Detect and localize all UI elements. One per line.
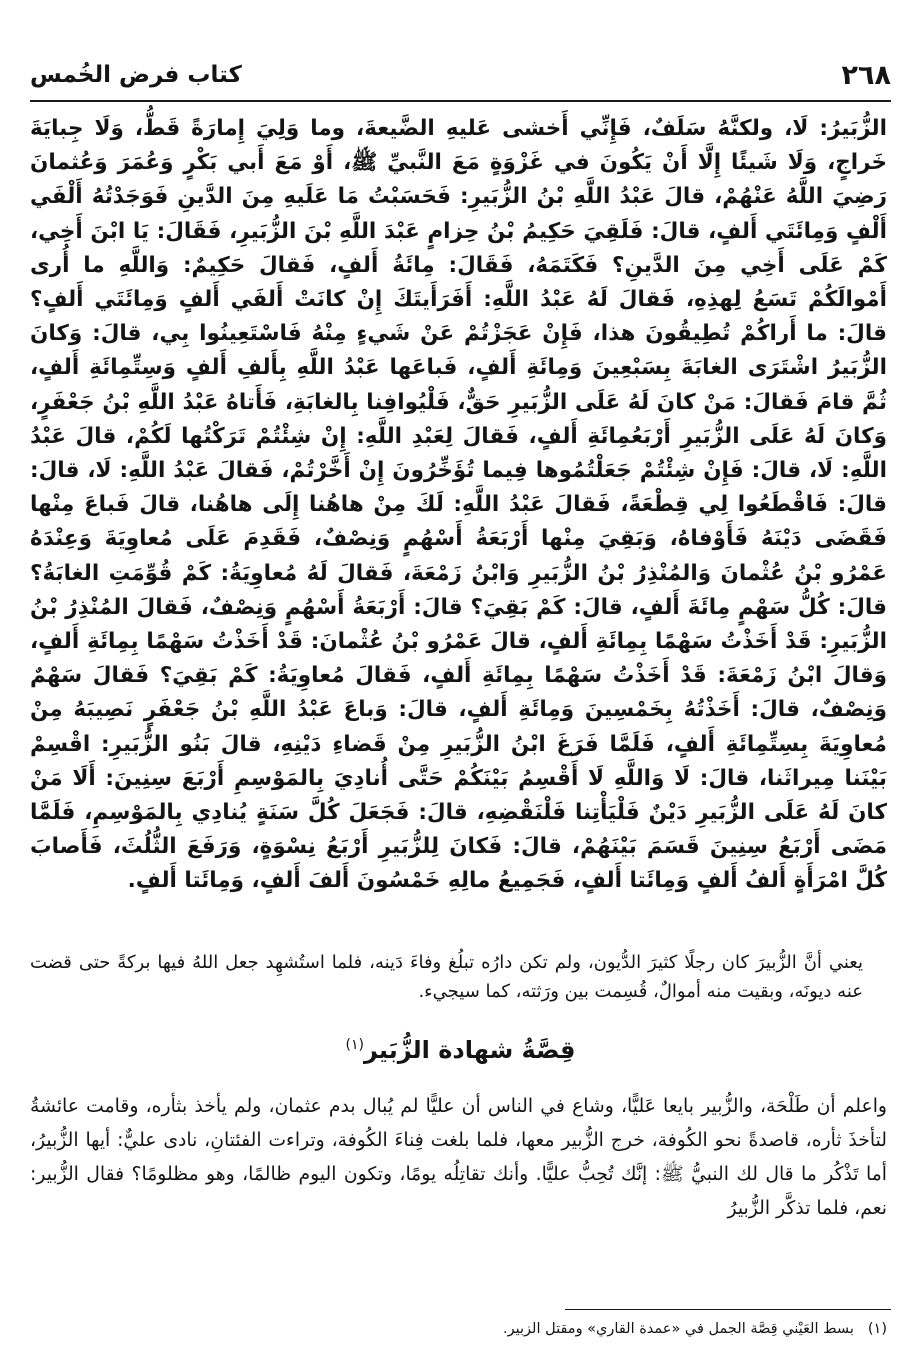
page-header xyxy=(30,55,891,95)
footnote-mark: (١) xyxy=(867,1321,887,1337)
footnote xyxy=(30,1318,887,1340)
narrative-paragraph: واعلم أن طَلْحَة، والزُّبير بايعا عَليًّا، وشاع في الناس أن عليًّا لم يُبال بدم عثمان، ولم يأخذ بثأره، وقامت عائشةُ لتأخذَ ثأره، قاصدةً نحو الكُوفة، خرج الزُّبير معها، فلما بلغت فِناءَ الكُوفة، وتراءت الفئتانِ، نادى عليٌّ: أيها الزُّبيرُ، أما تَذْكُر ما قال لك النبيُّ ﷺ: إنَّك تُحِبُّ عليًّا. وأنك تقاتِلُه يومًا، وتكون اليوم ظالمًا، وهو مظلومًا؟ فقال الزُّبير: نعم، فلما تذكَّر الزُّبيرُ xyxy=(30,1096,887,1219)
section-title: قِصَّةُ شهادة الزُّبَير xyxy=(363,1036,576,1064)
footnote-reference: (١) xyxy=(345,1037,364,1053)
section-heading xyxy=(30,1036,891,1064)
header-divider xyxy=(30,100,891,102)
footnote-text: بسط العَيْني قِصَّة الجمل في «عمدة القاري» ومقتل الزبير. xyxy=(503,1321,854,1337)
book-title: كتاب فرض الخُمس xyxy=(30,62,242,88)
page-number: ٢٦٨ xyxy=(841,59,891,91)
commentary-paragraph: يعني أنَّ الزُّبيرَ كان رجلًا كثيرَ الدُّيون، ولم تكن دارُه تبلُغ وفاءَ دَينه، فلما استُشهِد جعل اللهُ فيها بركةً حتى قضت عنه ديونَه، وبقيت منه أموالٌ، قُسِمت بين ورَثته، كما سيجيء. xyxy=(30,952,863,1002)
hadith-text: الزُّبَيرُ: لَا، ولكنَّهُ سَلَفٌ، فَإِنِّي أَخشى عَليهِ الضَّيعةَ، وما وَلِيَ إِمارَةً قَطُّ، وَلَا جِبايَةَ خَراجٍ، وَلَا شَيئًا إِلَّا أَنْ يَكُونَ في غَزْوَةٍ مَعَ النَّبيِّ ﷺ، أَوْ مَعَ أَبي بَكْرٍ وَعُمَرَ وَعُثمانَ رَضِيَ اللَّهُ عَنْهُمْ، قالَ عَبْدُ اللَّهِ بْنُ الزُّبَيرِ: فَحَسَبْتُ مَا عَلَيهِ مِنَ الدَّينِ فَوَجَدْتُهُ أَلْفَي أَلْفٍ وَمِائَتَي أَلفٍ، قالَ: فَلَقِيَ حَكِيمُ بْنُ حِزامٍ عَبْدَ اللَّهِ بْنَ الزُّبَيرِ، فَقَالَ: يَا ابْنَ أَخِي، كَمْ عَلَى أَخِي مِنَ الدَّينِ؟ فَكَتَمَهُ، فَقَالَ: مِائَةُ أَلفٍ، فَقالَ حَكِيمٌ: وَاللَّهِ ما أُرى أَمْوالَكُمْ تَسَعُ لِهذِهِ، فَقالَ لَهُ عَبْدُ اللَّهِ: أَفَرَأَيتَكَ إِنْ كانَتْ أَلفَي أَلفٍ وَمِائَتَي أَلفٍ؟ قالَ: ما أَراكُمْ تُطِيقُونَ هذا، فَإِنْ عَجَزْتُمْ عَنْ شَيءٍ مِنْهُ فَاسْتَعِينُوا بِي، قالَ: وَكانَ الزُّبَيرُ اشْتَرَى الغابَةَ بِسَبْعِينَ وَمِائَةِ أَلفٍ، فَباعَها عَبْدُ اللَّهِ بِأَلفِ أَلفٍ وَسِتِّمِائَةِ أَلفٍ، ثُمَّ قامَ فَقالَ: مَنْ كانَ لَهُ عَلَى الزُّبَيرِ حَقٌّ، فَلْيُوافِنا بِالغابَةِ، فَأَتاهُ عَبْدُ اللَّهِ بْنُ جَعْفَرٍ، وَكانَ لَهُ عَلَى الزُّبَيرِ أَرْبَعُمِائَةِ أَلفٍ، فَقالَ لِعَبْدِ اللَّهِ: إِنْ شِئْتُمْ تَرَكْتُها لَكُمْ، قالَ عَبْدُ اللَّهِ: لَا، قالَ: فَإِنْ شِئْتُمْ جَعَلْتُمُوها فِيما تُؤَخِّرُونَ إِنْ أَخَّرْتُمْ، فَقالَ عَبْدُ اللَّهِ: لَا، قالَ: قالَ: فَاقْطَعُوا لِي قِطْعَةً، فَقالَ عَبْدُ اللَّهِ: لَكَ مِنْ هاهُنا إِلَى هاهُنا، قالَ فَباعَ مِنْها فَقَضَى دَيْنَهُ فَأَوْفاهُ، وَبَقِيَ مِنْها أَرْبَعَةُ أَسْهُمٍ وَنِصْفٌ، فَقَدِمَ عَلَى مُعاوِيَةَ وَعِنْدَهُ عَمْرُو بْنُ عُثْمانَ وَالمُنْذِرُ بْنُ الزُّبَيرِ وَابْنُ زَمْعَةَ، فَقالَ لَهُ مُعاوِيَةُ: كَمْ قُوِّمَتِ الغابَةُ؟ قالَ: كُلُّ سَهْمٍ مِائَةَ أَلفٍ، قالَ: كَمْ بَقِيَ؟ قالَ: أَرْبَعَةُ أَسْهُمٍ وَنِصْفٌ، فَقالَ المُنْذِرُ بْنُ الزُّبَيرِ: قَدْ أَخَذْتُ سَهْمًا بِمِائَةِ أَلفٍ، قالَ عَمْرُو بْنُ عُثْمانَ: قَدْ أَخَذْتُ سَهْمًا بِمِائَةِ أَلفٍ، وَقالَ ابْنُ زَمْعَةَ: قَدْ أَخَذْتُ سَهْمًا بِمِائَةِ أَلفٍ، فَقالَ مُعاوِيَةُ: كَمْ بَقِيَ؟ فَقالَ سَهْمٌ وَنِصْفٌ، قالَ: أَخَذْتُهُ بِخَمْسِينَ وَمِائَةِ أَلفٍ، قالَ: وَباعَ عَبْدُ اللَّهِ بْنُ جَعْفَرٍ نَصِيبَهُ مِنْ مُعاوِيَةَ بِسِتِّمِائَةِ أَلفٍ، فَلَمَّا فَرَغَ ابْنُ الزُّبَيرِ مِنْ قَضاءِ دَيْنِهِ، قالَ بَنُو الزُّبَيرِ: اقْسِمْ بَيْنَنا مِيراثَنا، قالَ: لَا وَاللَّهِ لَا أَقْسِمُ بَيْنَكُمْ حَتَّى أُنادِيَ بِالمَوْسِمِ أَرْبَعَ سِنِينَ: أَلَا مَنْ كانَ لَهُ عَلَى الزُّبَيرِ دَيْنٌ فَلْيَأْتِنا فَلْنَقْضِهِ، قالَ: فَجَعَلَ كُلَّ سَنَةٍ يُنادِي بِالمَوْسِمِ، فَلَمَّا مَضَى أَرْبَعُ سِنِينَ قَسَمَ بَيْنَهُمْ، قالَ: فَكانَ لِلزُّبَيرِ أَرْبَعُ نِسْوَةٍ، وَرَفَعَ الثُّلُثَ، فَأَصابَ كُلَّ امْرَأَةٍ أَلفُ أَلفٍ وَمِائَتا أَلفٍ، فَجَمِيعُ مالِهِ خَمْسُونَ أَلفَ أَلفٍ، وَمِائَتا أَلفٍ. xyxy=(30,116,887,894)
footnote-divider xyxy=(565,1309,891,1310)
